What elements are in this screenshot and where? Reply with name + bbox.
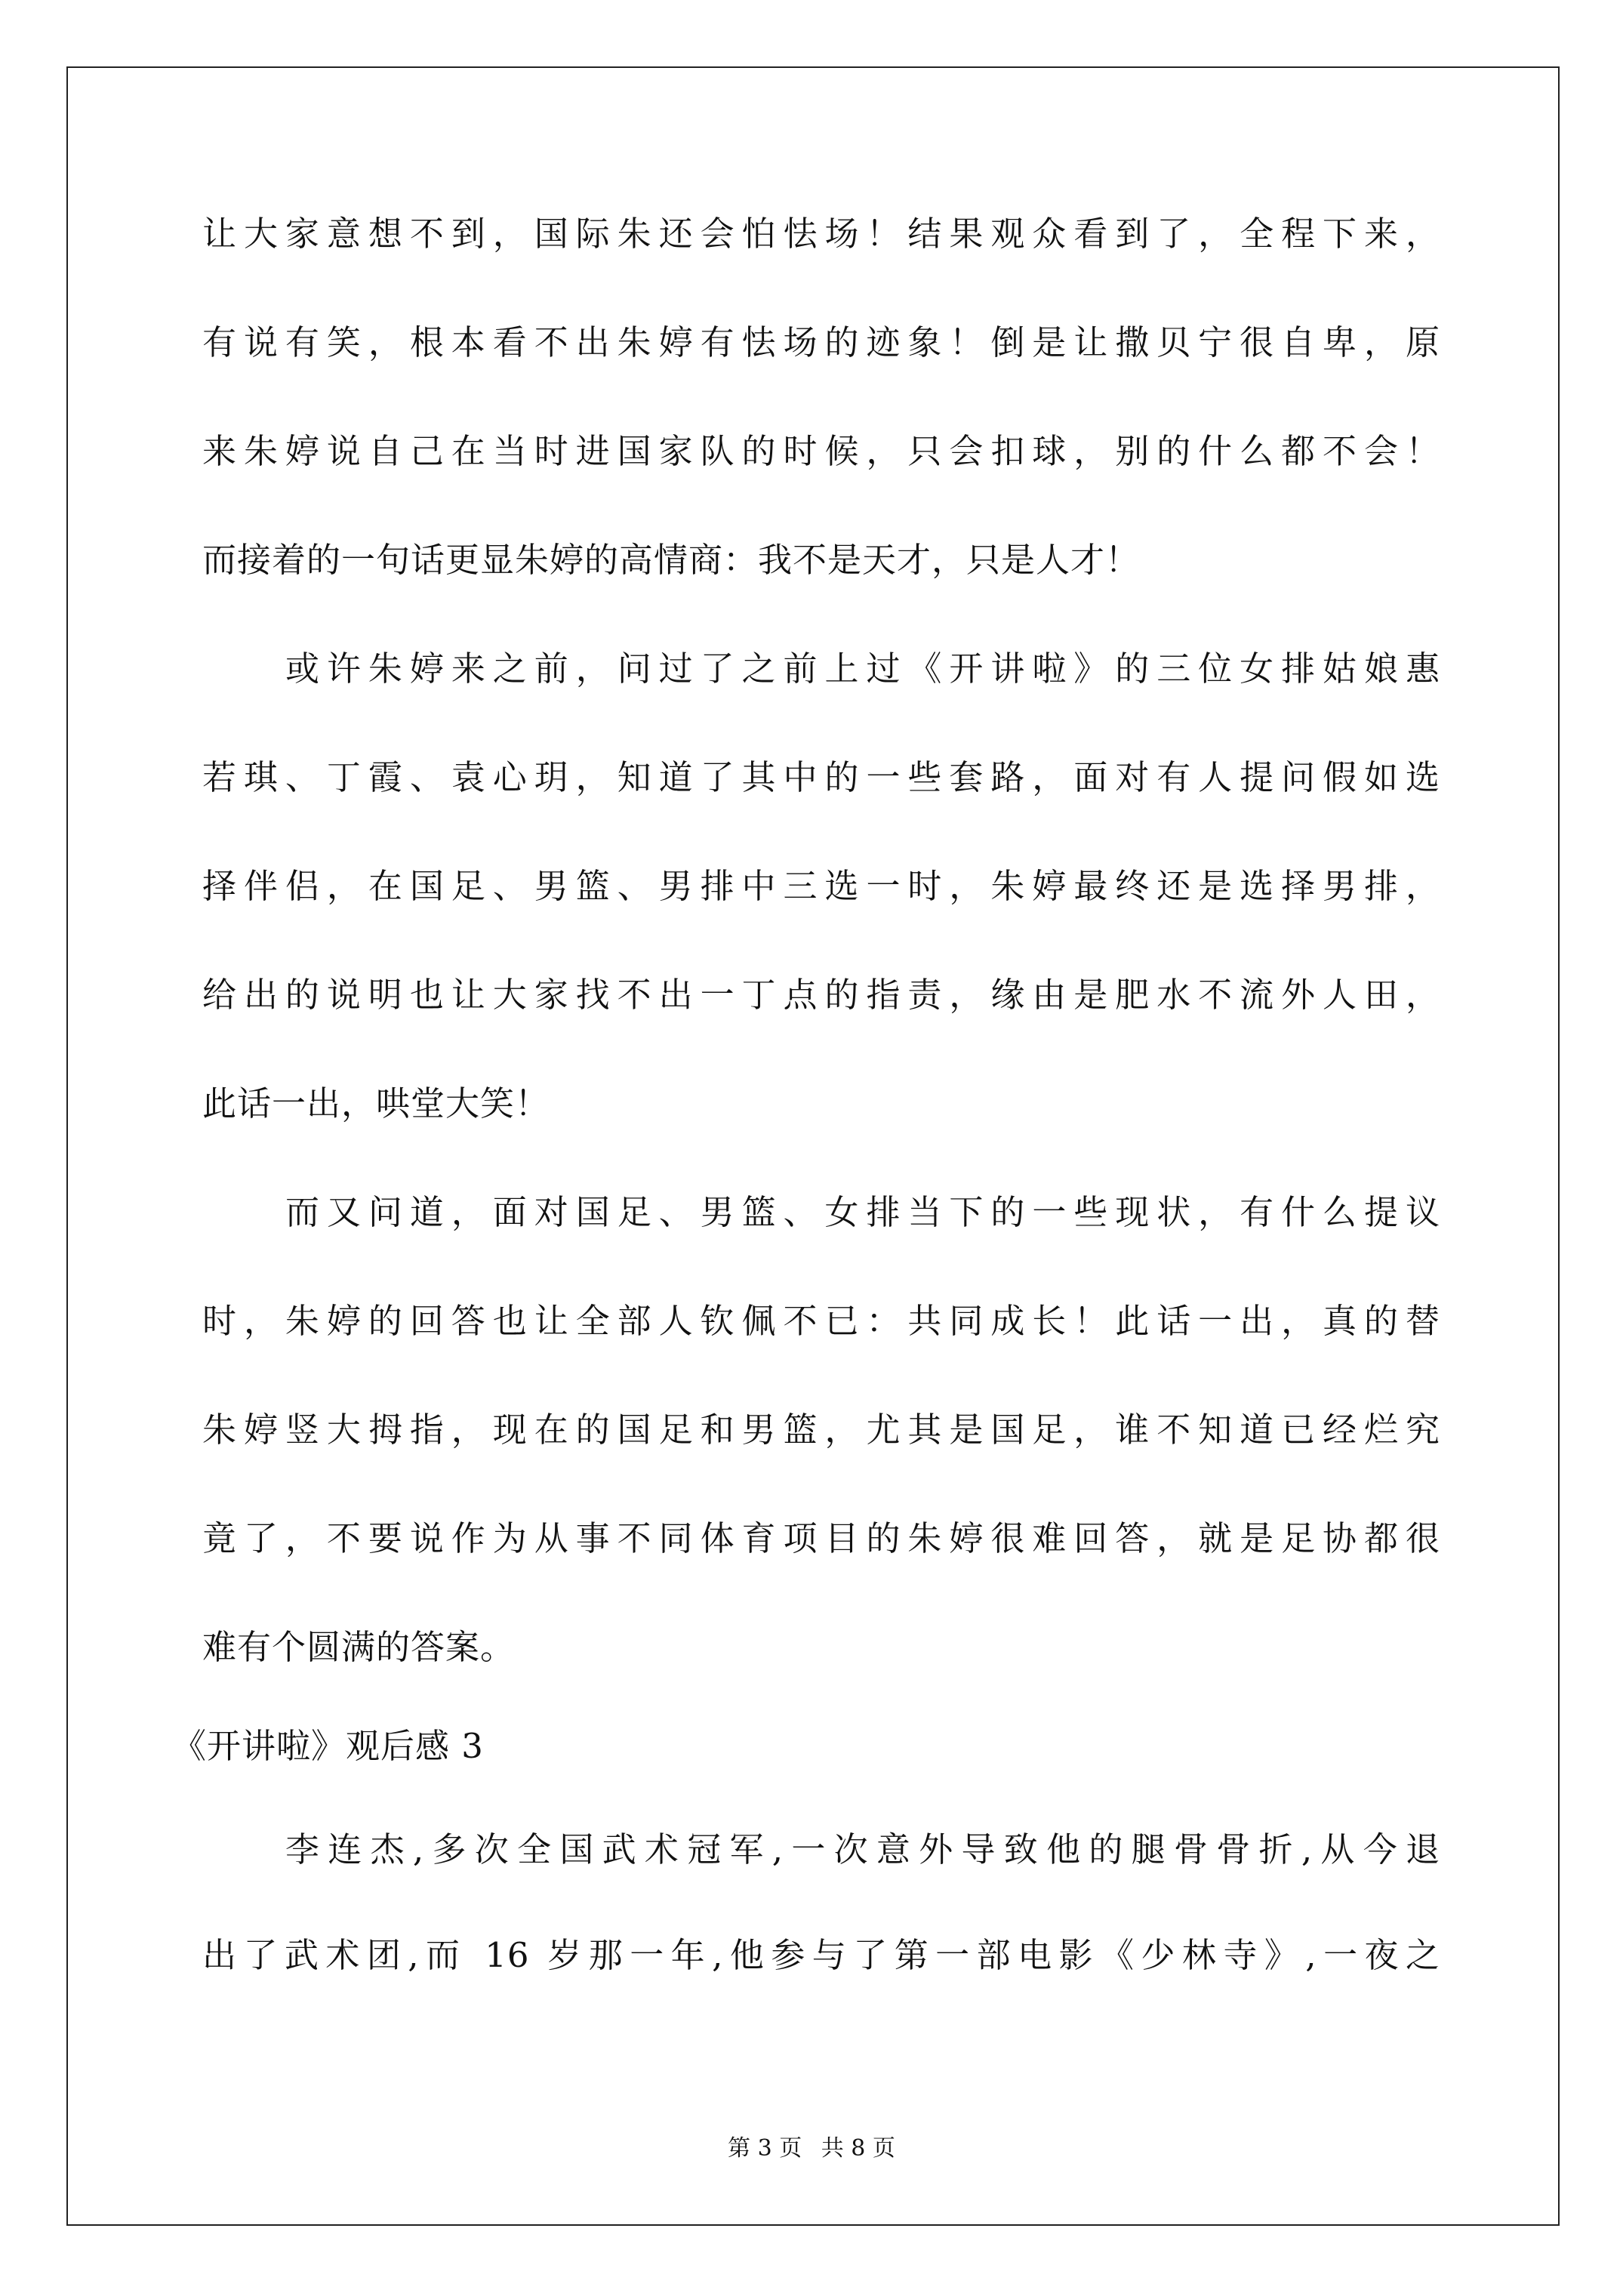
paragraph-first-line: 或许朱婷来之前，问过了之前上过《开讲啦》的三位女排姑娘惠 [285,649,1440,689]
page-number: 第 3 页 [728,2135,802,2162]
text-line: 来朱婷说自己在当时进国家队的时候，只会扣球，别的什么都不会！ [202,431,1440,471]
text-line: 难有个圆满的答案。 [202,1627,516,1667]
paragraph-first-line: 而又问道，面对国足、男篮、女排当下的一些现状，有什么提议 [285,1192,1440,1232]
page-total: 共 8 页 [821,2135,895,2162]
text-line: 出了武术团,而 16 岁那一年,他参与了第一部电影《少林寺》,一夜之 [202,1935,1440,1975]
text-line: 时，朱婷的回答也让全部人钦佩不已：共同成长！此话一出，真的替 [202,1301,1440,1341]
text-line: 给出的说明也让大家找不出一丁点的指责，缘由是肥水不流外人田， [202,975,1440,1015]
text-line: 择伴侣，在国足、男篮、男排中三选一时，朱婷最终还是选择男排， [202,866,1440,906]
paragraph-first-line: 李连杰,多次全国武术冠军,一次意外导致他的腿骨骨折,从今退 [285,1829,1440,1869]
section-heading: 《开讲啦》观后感 3 [172,1726,484,1766]
text-line: 竟了，不要说作为从事不同体育项目的朱婷很难回答，就是足协都很 [202,1518,1440,1558]
text-line: 朱婷竖大拇指，现在的国足和男篮，尤其是国足，谁不知道已经烂究 [202,1410,1440,1450]
text-line: 让大家意想不到，国际朱还会怕怯场！结果观众看到了，全程下来， [202,214,1440,254]
text-line: 若琪、丁霞、袁心玥，知道了其中的一些套路，面对有人提问假如选 [202,757,1440,797]
text-line: 有说有笑，根本看不出朱婷有怯场的迹象！倒是让撒贝宁很自卑，原 [202,322,1440,362]
page-footer [0,2134,1623,2164]
text-line: 此话一出，哄堂大笑！ [202,1083,550,1123]
page-border [66,66,1560,2226]
text-line: 而接着的一句话更显朱婷的高情商：我不是天才，只是人才！ [202,540,1141,580]
